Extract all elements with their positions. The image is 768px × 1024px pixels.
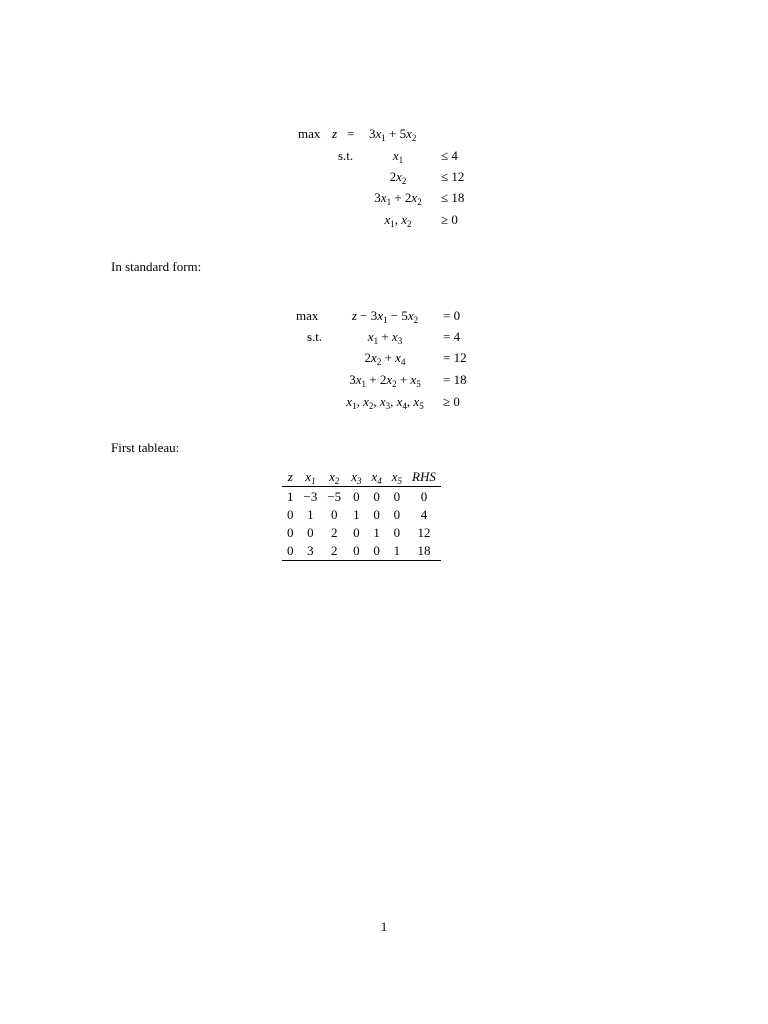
constraint-lhs: $2x_2 + x_4$ xyxy=(364,350,406,367)
table-cell: 1 xyxy=(353,507,360,522)
objective-expression: $z - 3x_1 - 5x_2$ xyxy=(351,308,419,325)
tableau-header-row xyxy=(282,468,441,487)
table-cell: 1 xyxy=(373,525,380,540)
constraint-rhs: ≤ 4 xyxy=(441,148,458,163)
header-x5: $x_5$ xyxy=(387,468,407,487)
table-row xyxy=(282,542,441,561)
table-cell: 0 xyxy=(373,489,380,504)
table-cell: 0 xyxy=(420,489,428,504)
table-cell: 12 xyxy=(417,525,431,540)
table-cell: −5 xyxy=(327,489,342,504)
header-x4: $x_4$ xyxy=(366,468,386,487)
constraint-lhs: $2x_2$ xyxy=(389,169,407,186)
simplex-tableau xyxy=(282,468,441,561)
constraint-rhs: ≤ 18 xyxy=(441,190,465,205)
constraint-lhs: $x_1$ xyxy=(392,148,404,165)
table-cell: 0 xyxy=(287,525,294,540)
table-cell: 4 xyxy=(420,507,428,522)
table-cell: 1 xyxy=(387,542,407,561)
st-label: s.t. xyxy=(338,148,354,163)
header-x3: $x_3$ xyxy=(346,468,366,487)
objective-variable: z xyxy=(332,126,338,141)
table-cell: 0 xyxy=(282,542,299,561)
nonnegativity-lhs: $x_1$, $x_2$, $x_3$, $x_4$, $x_5$ xyxy=(346,394,424,411)
constraint-rhs: ≤ 12 xyxy=(441,169,465,184)
table-cell: 2 xyxy=(331,525,338,540)
header-x2: $x_2$ xyxy=(322,468,346,487)
table-cell: 2 xyxy=(322,542,346,561)
table-cell: 0 xyxy=(307,525,314,540)
st-label: s.t. xyxy=(307,329,323,344)
table-cell: 0 xyxy=(353,489,360,504)
table-row xyxy=(282,524,441,542)
table-cell: 1 xyxy=(307,507,314,522)
table-cell: 1 xyxy=(287,489,294,504)
objective-equals: = xyxy=(347,126,355,141)
table-cell: 0 xyxy=(331,507,338,522)
constraint-rhs: = 18 xyxy=(443,372,467,387)
table-cell: 0 xyxy=(366,542,386,561)
table-cell: 0 xyxy=(393,525,401,540)
nonnegativity-rhs: ≥ 0 xyxy=(443,394,460,409)
table-row xyxy=(282,487,441,507)
nonnegativity-rhs: ≥ 0 xyxy=(441,212,458,227)
standard-form-intro: In standard form: xyxy=(111,259,202,274)
table-cell: 0 xyxy=(373,507,380,522)
page-number: 1 xyxy=(380,919,388,934)
tableau-intro: First tableau: xyxy=(111,440,180,455)
table-row xyxy=(282,506,441,524)
table-cell: 0 xyxy=(346,542,366,561)
constraint-lhs: $3x_1 + 2x_2$ xyxy=(374,190,422,207)
table-cell: −3 xyxy=(303,489,318,504)
constraint-lhs: $x_1 + x_3$ xyxy=(367,329,403,346)
header-rhs: RHS xyxy=(407,468,441,487)
header-z: z xyxy=(282,468,299,487)
table-cell: 3 xyxy=(299,542,323,561)
table-cell: 0 xyxy=(393,489,401,504)
table-cell: 0 xyxy=(353,525,360,540)
table-cell: 18 xyxy=(407,542,441,561)
max-label: max xyxy=(296,308,319,323)
max-label: max xyxy=(298,126,321,141)
constraint-rhs: = 12 xyxy=(443,350,467,365)
objective-rhs: = 0 xyxy=(443,308,461,323)
constraint-lhs: $3x_1 + 2x_2 + x_5$ xyxy=(349,372,421,389)
table-cell: 0 xyxy=(287,507,294,522)
constraint-rhs: = 4 xyxy=(443,329,461,344)
table-cell: 0 xyxy=(393,507,401,522)
objective-expression: $3x_1 + 5x_2$ xyxy=(369,126,417,143)
header-x1: $x_1$ xyxy=(299,468,323,487)
nonnegativity-lhs: $x_1$, $x_2$ xyxy=(384,212,412,229)
